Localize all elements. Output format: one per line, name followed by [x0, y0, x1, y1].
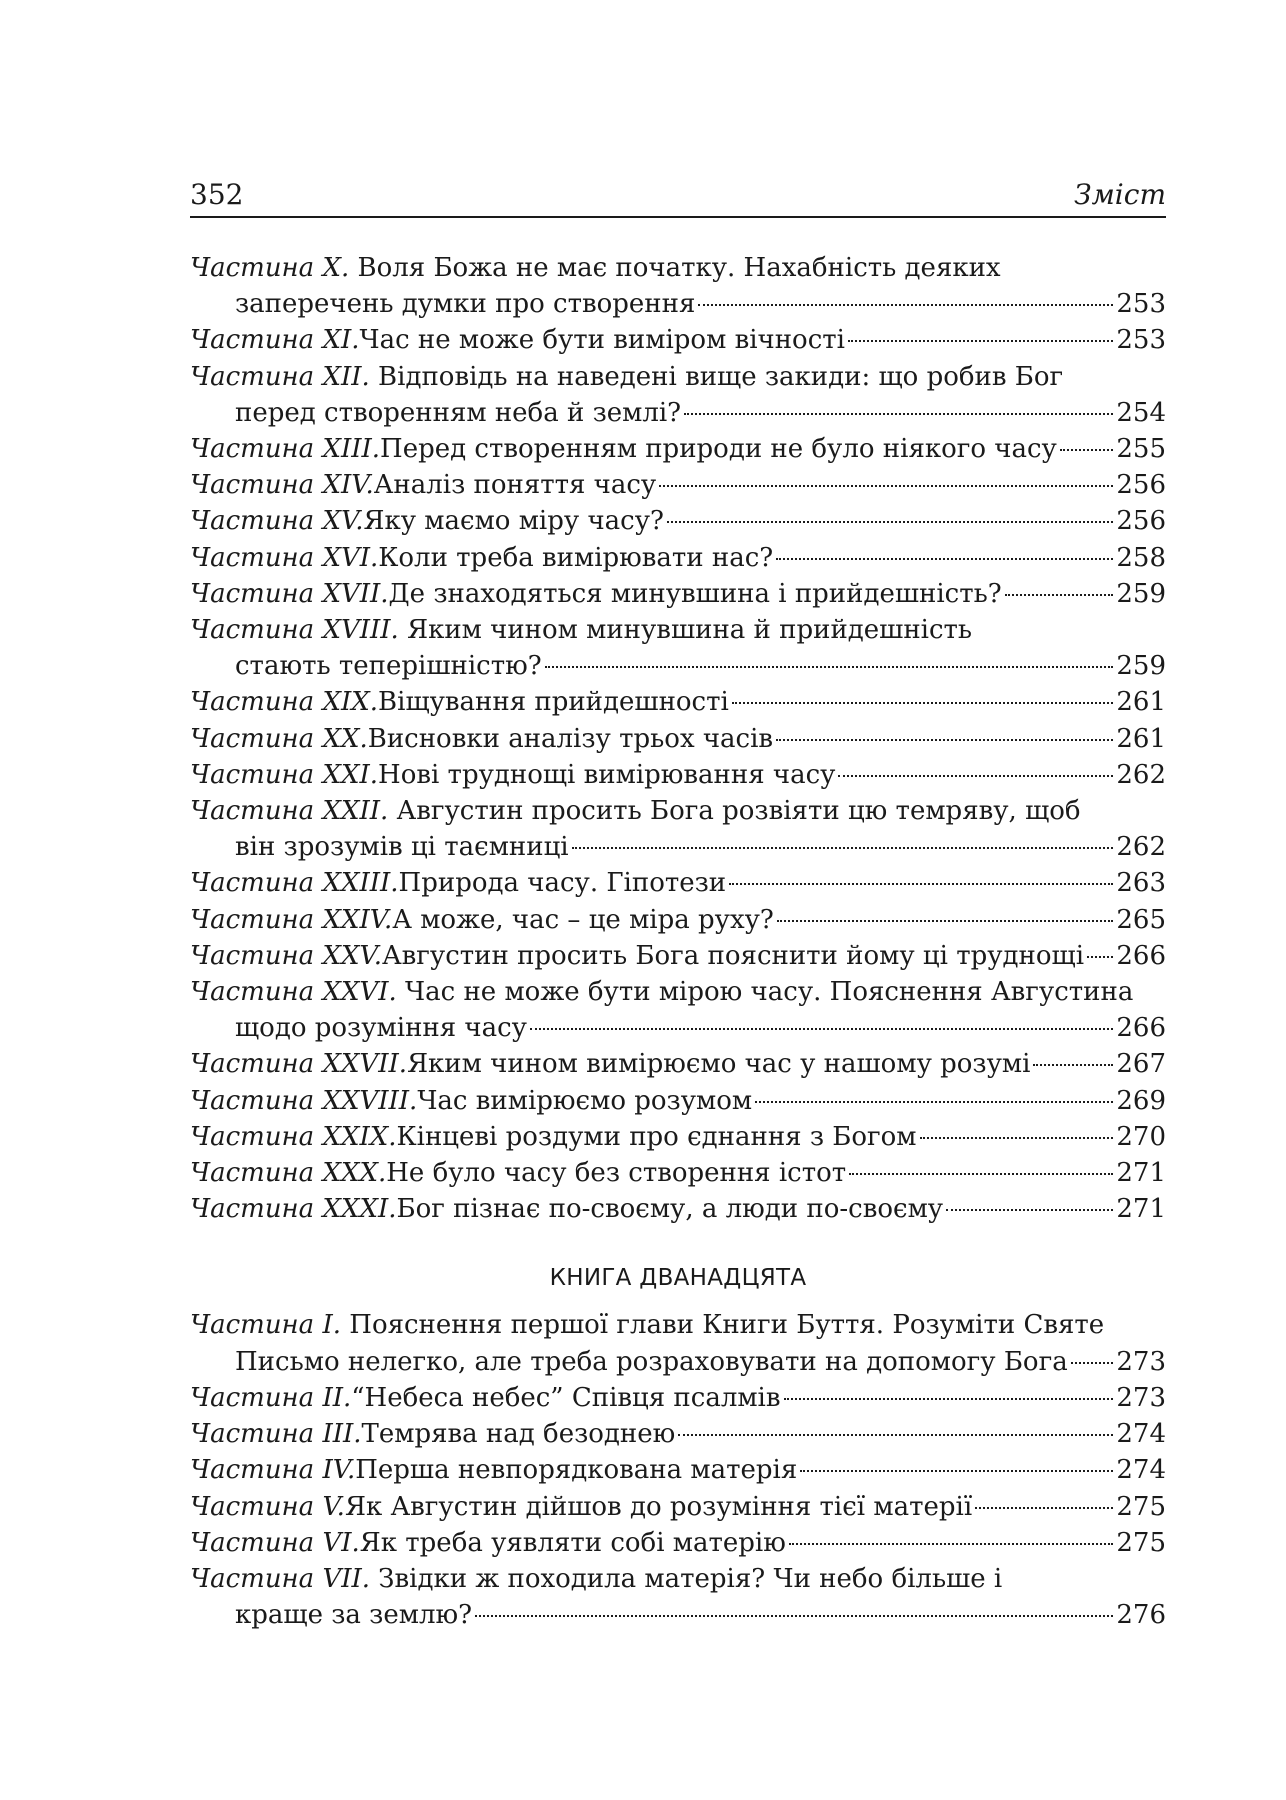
- toc-entry-text: Темрява над безоднею: [361, 1419, 676, 1450]
- toc-entry-last-line: [190, 322, 1166, 358]
- toc-entry: [190, 1561, 1166, 1633]
- part-label: Частина XXXI.: [190, 1194, 397, 1225]
- page-number: 352: [190, 178, 244, 211]
- dot-leader: [784, 1398, 1114, 1400]
- toc-entry-last-line: [190, 721, 1166, 757]
- dot-leader: [1033, 1064, 1113, 1066]
- toc-entry-last-line: [190, 829, 1166, 865]
- page-reference: 265: [1116, 904, 1166, 935]
- dot-leader: [946, 1209, 1113, 1211]
- dot-leader: [678, 1434, 1113, 1436]
- toc-entry: [190, 1046, 1166, 1082]
- toc-entry-last-line: [190, 1155, 1166, 1191]
- toc-entry-last-line: [190, 286, 1166, 322]
- toc-entry-text: Час не може бути виміром вічності: [359, 325, 845, 356]
- toc-entry-last-line: [190, 467, 1166, 503]
- dot-leader: [975, 1507, 1113, 1509]
- dot-leader: [684, 413, 1113, 415]
- toc-entry-text: Коли треба вимірювати нас?: [378, 542, 774, 573]
- toc-entry-last-line: [190, 1010, 1166, 1046]
- page-reference: 253: [1116, 289, 1166, 320]
- table-of-contents: [190, 250, 1166, 1633]
- toc-entry: [190, 322, 1166, 358]
- toc-entry-last-line: [190, 1380, 1166, 1416]
- toc-entry-text: Перед створенням природи не було ніякого часу: [380, 434, 1057, 465]
- dot-leader: [530, 1028, 1113, 1030]
- toc-entry-line: [190, 974, 1166, 1010]
- toc-entry-text: Відповідь на наведені вище закиди: що робив Бог: [369, 361, 1064, 392]
- page-reference: 256: [1116, 506, 1166, 537]
- dot-leader: [1060, 449, 1114, 451]
- page-reference: 253: [1116, 325, 1166, 356]
- toc-entry-line: [190, 1307, 1166, 1343]
- toc-section-book-twelve: [190, 1307, 1166, 1633]
- toc-entry-last-line: [190, 1083, 1166, 1119]
- toc-entry-last-line: [190, 1525, 1166, 1561]
- toc-entry: [190, 938, 1166, 974]
- toc-entry: [190, 250, 1166, 322]
- toc-entry-last-line: [190, 1452, 1166, 1488]
- toc-entry-last-line: [190, 503, 1166, 539]
- part-label: Частина XXX.: [190, 1158, 387, 1189]
- toc-entry: [190, 1452, 1166, 1488]
- part-label: Частина XXII.: [190, 796, 389, 827]
- toc-entry-text: стають теперішністю?: [235, 651, 542, 682]
- running-title: Зміст: [1074, 178, 1166, 211]
- dot-leader: [776, 558, 1113, 560]
- toc-entry: [190, 1525, 1166, 1561]
- page-reference: 276: [1116, 1600, 1166, 1631]
- part-label: Частина XXVIII.: [190, 1085, 418, 1116]
- dot-leader: [800, 1470, 1113, 1472]
- dot-leader: [732, 702, 1114, 704]
- page-reference: 262: [1116, 832, 1166, 863]
- toc-entry-last-line: [190, 431, 1166, 467]
- toc-entry: [190, 359, 1166, 431]
- part-label: Частина XX.: [190, 723, 368, 754]
- toc-entry-last-line: [190, 1046, 1166, 1082]
- toc-entry-last-line: [190, 648, 1166, 684]
- part-label: Частина XVII.: [190, 578, 389, 609]
- toc-entry-text: Де знаходяться минувшина і прийдешність?: [388, 578, 1002, 609]
- toc-entry-text: Не було часу без створення істот: [386, 1158, 847, 1189]
- part-label: Частина XIII.: [190, 434, 381, 465]
- part-label: Частина III.: [190, 1419, 362, 1450]
- page-reference: 266: [1116, 940, 1166, 971]
- dot-leader: [667, 521, 1113, 523]
- page-reference: 259: [1116, 651, 1166, 682]
- part-label: Частина XXVII.: [190, 1049, 408, 1080]
- toc-entry-text: Бог пізнає по-своєму, а люди по-своєму: [396, 1194, 944, 1225]
- page-reference: 271: [1116, 1158, 1166, 1189]
- page-reference: 266: [1116, 1013, 1166, 1044]
- toc-entry: [190, 540, 1166, 576]
- toc-entry-text: “Небеса небес” Співця псалмів: [351, 1382, 781, 1413]
- dot-leader: [698, 304, 1113, 306]
- page-reference: 263: [1116, 868, 1166, 899]
- toc-entry-last-line: [190, 540, 1166, 576]
- part-label: Частина XXVI.: [190, 977, 397, 1008]
- toc-entry-text: перед створенням неба й землі?: [235, 397, 682, 428]
- part-label: Частина V.: [190, 1491, 345, 1522]
- dot-leader: [755, 1101, 1113, 1103]
- part-label: Частина I.: [190, 1310, 341, 1341]
- page-reference: 262: [1116, 759, 1166, 790]
- toc-entry-text: Перша невпорядкована матерія: [355, 1455, 798, 1486]
- dot-leader: [729, 883, 1113, 885]
- toc-entry-text: Як треба уявляти собі матерію: [359, 1527, 786, 1558]
- part-label: Частина XVI.: [190, 542, 379, 573]
- part-label: Частина XIV.: [190, 470, 374, 501]
- toc-entry: [190, 1119, 1166, 1155]
- page-reference: 259: [1116, 578, 1166, 609]
- dot-leader: [789, 1543, 1113, 1545]
- part-label: Частина XXIV.: [190, 904, 393, 935]
- dot-leader: [920, 1137, 1114, 1139]
- toc-entry-text: він зрозумів ці таємниці: [235, 832, 569, 863]
- toc-entry-text: Пояснення першої глави Книги Буття. Розуміти Святе: [341, 1310, 1105, 1341]
- part-label: Частина IV.: [190, 1455, 356, 1486]
- page-reference: 267: [1116, 1049, 1166, 1080]
- toc-entry-text: Нові труднощі вимірювання часу: [378, 759, 836, 790]
- part-label: Частина XXIX.: [190, 1121, 397, 1152]
- toc-entry-text: краще за землю?: [235, 1600, 473, 1631]
- toc-entry-last-line: [190, 684, 1166, 720]
- toc-section-book-eleven: [190, 250, 1166, 1227]
- toc-entry-line: [190, 250, 1166, 286]
- toc-entry-last-line: [190, 395, 1166, 431]
- toc-entry: [190, 1380, 1166, 1416]
- dot-leader: [777, 920, 1114, 922]
- toc-entry: [190, 902, 1166, 938]
- page-reference: 273: [1116, 1346, 1166, 1377]
- toc-entry: [190, 865, 1166, 901]
- toc-entry-text: Як Августин дійшов до розуміння тієї матерії: [344, 1491, 973, 1522]
- part-label: Частина XIX.: [190, 687, 379, 718]
- page-reference: 255: [1116, 434, 1166, 465]
- toc-entry-last-line: [190, 1191, 1166, 1227]
- toc-entry: [190, 467, 1166, 503]
- toc-entry: [190, 1083, 1166, 1119]
- toc-entry: [190, 721, 1166, 757]
- dot-leader: [572, 847, 1114, 849]
- part-label: Частина VI.: [190, 1527, 360, 1558]
- toc-entry-text: Кінцеві роздуми про єднання з Богом: [396, 1121, 917, 1152]
- toc-entry-line: [190, 793, 1166, 829]
- toc-entry: [190, 974, 1166, 1046]
- dot-leader: [1087, 956, 1113, 958]
- toc-entry: [190, 431, 1166, 467]
- toc-entry-text: Яким чином минувшина й прийдешність: [398, 615, 973, 646]
- toc-entry-text: Звідки ж походила матерія? Чи небо більше і: [370, 1563, 1003, 1594]
- toc-entry-text: Воля Божа не має початку. Нахабність деяких: [349, 253, 1001, 283]
- toc-entry-last-line: [190, 938, 1166, 974]
- toc-entry-text: Письмо нелегко, але треба розраховувати на допомогу Бога: [235, 1346, 1068, 1377]
- page-reference: 273: [1116, 1382, 1166, 1413]
- toc-entry-last-line: [190, 1416, 1166, 1452]
- toc-entry-text: Августин просить Бога пояснити йому ці труднощі: [381, 940, 1085, 971]
- toc-entry-text: Висновки аналізу трьох часів: [367, 723, 774, 754]
- part-label: Частина X.: [190, 253, 350, 283]
- toc-entry-text: заперечень думки про створення: [235, 289, 696, 320]
- dot-leader: [659, 485, 1113, 487]
- running-head: [190, 176, 1166, 218]
- part-label: Частина II.: [190, 1382, 352, 1413]
- part-label: Частина XXI.: [190, 759, 379, 790]
- page-reference: 256: [1116, 470, 1166, 501]
- part-label: Частина XII.: [190, 361, 370, 392]
- toc-entry-last-line: [190, 1489, 1166, 1525]
- page-reference: 274: [1116, 1419, 1166, 1450]
- toc-entry-last-line: [190, 902, 1166, 938]
- toc-entry-text: Яку маємо міру часу?: [363, 506, 664, 537]
- part-label: Частина XI.: [190, 325, 360, 356]
- page-reference: 261: [1116, 723, 1166, 754]
- toc-entry-line: [190, 359, 1166, 395]
- toc-entry: [190, 503, 1166, 539]
- page-reference: 271: [1116, 1194, 1166, 1225]
- toc-entry-line: [190, 612, 1166, 648]
- part-label: Частина XV.: [190, 506, 364, 537]
- toc-entry-last-line: [190, 865, 1166, 901]
- page-reference: 274: [1116, 1455, 1166, 1486]
- toc-entry-last-line: [190, 1344, 1166, 1380]
- page-reference: 270: [1116, 1121, 1166, 1152]
- toc-entry-text: Августин просить Бога розвіяти цю темряву, щоб: [388, 796, 1081, 827]
- part-label: Частина XXV.: [190, 940, 382, 971]
- toc-entry: [190, 793, 1166, 865]
- toc-entry-text: щодо розуміння часу: [235, 1013, 527, 1044]
- book-heading: КНИГА ДВАНАДЦЯТА: [549, 1265, 807, 1292]
- page-reference: 254: [1116, 397, 1166, 428]
- toc-entry: [190, 684, 1166, 720]
- toc-entry: [190, 612, 1166, 684]
- toc-entry-last-line: [190, 757, 1166, 793]
- dot-leader: [475, 1615, 1113, 1617]
- toc-entry: [190, 1416, 1166, 1452]
- page-reference: 275: [1116, 1527, 1166, 1558]
- dot-leader: [848, 340, 1113, 342]
- toc-entry-text: А може, час – це міра руху?: [392, 904, 774, 935]
- dot-leader: [545, 666, 1114, 668]
- toc-entry-line: [190, 1561, 1166, 1597]
- toc-entry-last-line: [190, 1119, 1166, 1155]
- dot-leader: [1005, 594, 1114, 596]
- page-reference: 269: [1116, 1085, 1166, 1116]
- toc-entry-last-line: [190, 1597, 1166, 1633]
- toc-entry: [190, 1155, 1166, 1191]
- toc-entry-text: Яким чином вимірюємо час у нашому розумі: [407, 1049, 1031, 1080]
- part-label: Частина XVIII.: [190, 615, 399, 646]
- toc-entry: [190, 1489, 1166, 1525]
- part-label: Частина XXIII.: [190, 868, 399, 899]
- toc-entry: [190, 576, 1166, 612]
- toc-entry-text: Природа часу. Гіпотези: [398, 868, 727, 899]
- dot-leader: [1071, 1362, 1114, 1364]
- dot-leader: [838, 775, 1113, 777]
- toc-entry-text: Час не може бути мірою часу. Пояснення Августина: [396, 977, 1134, 1008]
- toc-entry: [190, 1191, 1166, 1227]
- dot-leader: [849, 1173, 1113, 1175]
- page-reference: 258: [1116, 542, 1166, 573]
- dot-leader: [776, 739, 1113, 741]
- page-reference: 261: [1116, 687, 1166, 718]
- page-reference: 275: [1116, 1491, 1166, 1522]
- toc-entry: [190, 757, 1166, 793]
- toc-entry-text: Час вимірюємо розумом: [417, 1085, 753, 1116]
- toc-entry-text: Аналіз поняття часу: [373, 470, 657, 501]
- toc-entry-text: Віщування прийдешності: [378, 687, 729, 718]
- toc-entry-last-line: [190, 576, 1166, 612]
- toc-entry: [190, 1307, 1166, 1379]
- part-label: Частина VII.: [190, 1563, 371, 1594]
